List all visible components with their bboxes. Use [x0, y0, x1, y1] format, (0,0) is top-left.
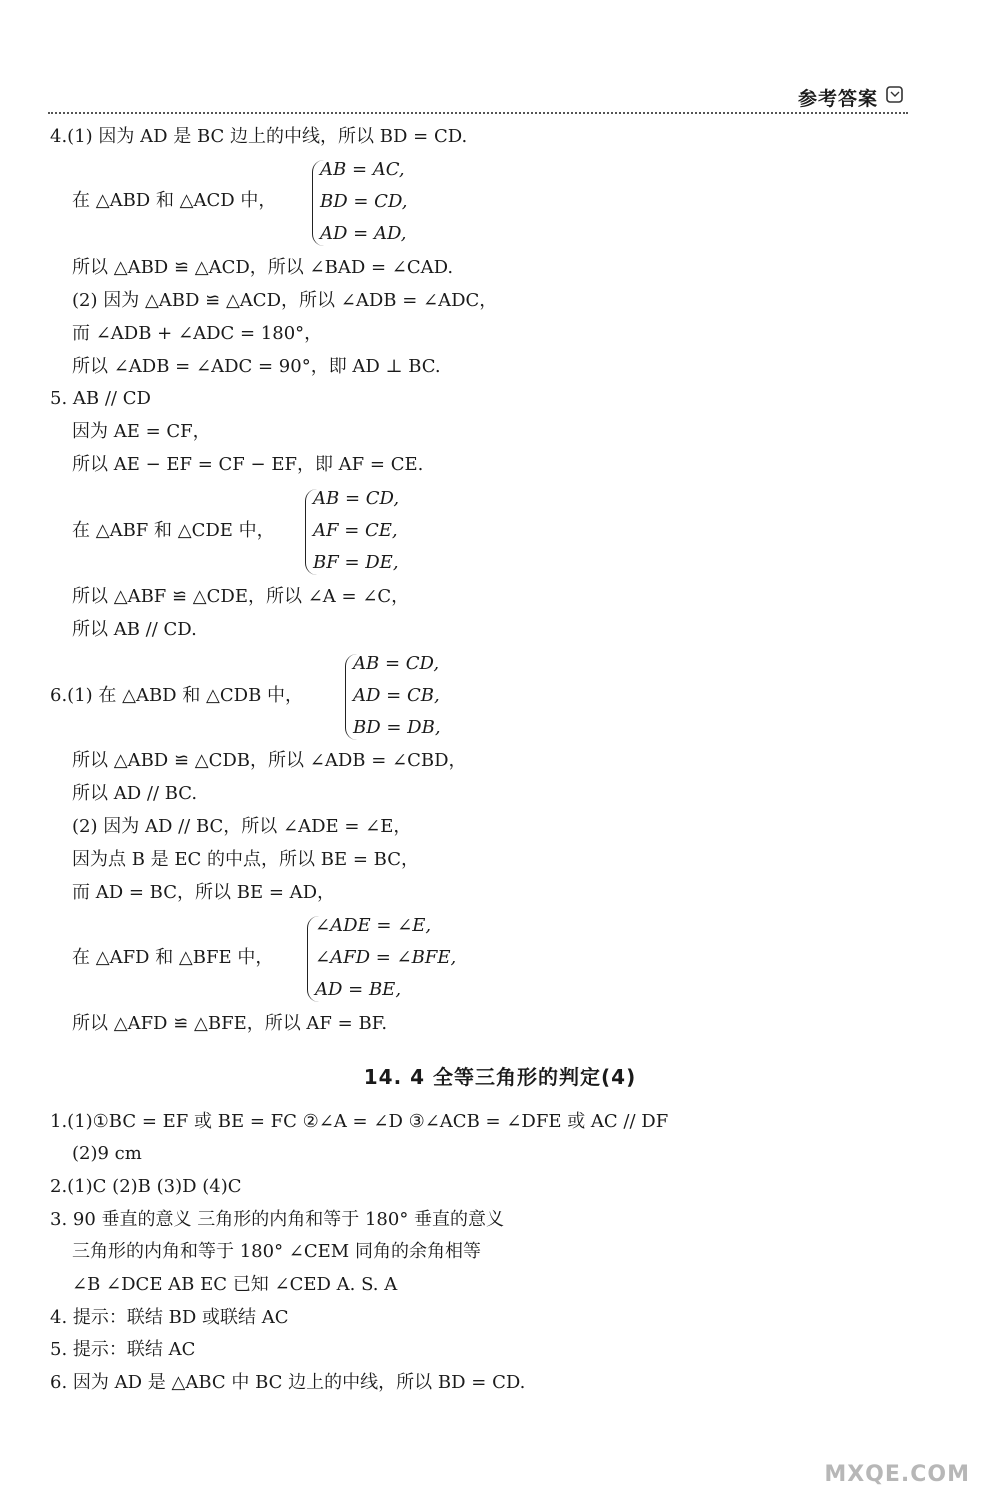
answer-line: 所以 △ABD ≌ △CDB，所以 ∠ADB = ∠CBD，: [72, 750, 467, 771]
answer-line: 所以 △ABD ≌ △ACD，所以 ∠BAD = ∠CAD.: [72, 257, 454, 278]
system-line: BD = DB,: [353, 717, 441, 738]
section-title: 14. 4 全等三角形的判定(4): [363, 1065, 637, 1089]
system-line: AB = CD,: [313, 488, 400, 509]
header-title: 参考答案: [797, 88, 878, 110]
answer-line: 在 △AFD 和 △BFE 中，: [72, 947, 274, 968]
answer-line: 在 △ABD 和 △ACD 中，: [72, 190, 277, 211]
answer-line: 所以 AE − EF = CF − EF，即 AF = CE.: [72, 454, 424, 475]
answer-line: 所以 △ABF ≌ △CDE，所以 ∠A = ∠C，: [72, 586, 410, 607]
answer-line: 因为点 B 是 EC 的中点，所以 BE = BC，: [72, 849, 419, 870]
answer-line: (2)9 cm: [72, 1143, 142, 1164]
answer-line: 所以 ∠ADB = ∠ADC = 90°，即 AD ⊥ BC.: [72, 356, 441, 377]
answer-line: 2.(1)C (2)B (3)D (4)C: [50, 1176, 242, 1197]
answer-line: 三角形的内角和等于 180° ∠CEM 同角的余角相等: [72, 1241, 481, 1262]
answer-line: (2) 因为 △ABD ≌ △ACD，所以 ∠ADB = ∠ADC，: [72, 290, 498, 311]
system-line: ∠AFD = ∠BFE,: [315, 947, 457, 968]
answer-line: 1.(1)①BC = EF 或 BE = FC ②∠A = ∠D ③∠ACB = ∠DFE 或 AC // DF: [50, 1111, 669, 1132]
watermark-text: MXQE.COM: [824, 1462, 970, 1487]
answer-line: 所以 AD // BC.: [72, 783, 198, 804]
answer-line: 5. 提示：联结 AC: [50, 1339, 196, 1360]
system-line: ∠ADE = ∠E,: [315, 915, 432, 936]
bookmark-icon: [886, 86, 904, 104]
answer-line: 5. AB // CD: [50, 388, 151, 409]
system-line: AD = CB,: [353, 685, 440, 706]
answer-line: 在 △ABF 和 △CDE 中，: [72, 520, 275, 541]
system-line: BF = DE,: [313, 552, 399, 573]
system-line: AB = CD,: [353, 653, 440, 674]
answer-line: 3. 90 垂直的意义 三角形的内角和等于 180° 垂直的意义: [50, 1209, 505, 1230]
answer-line: ∠B ∠DCE AB EC 已知 ∠CED A. S. A: [72, 1274, 398, 1295]
answer-line: 因为 AE = CF，: [72, 421, 211, 442]
answer-line: 而 ∠ADB + ∠ADC = 180°，: [72, 323, 323, 344]
answer-line: 4. 提示：联结 BD 或联结 AC: [50, 1307, 289, 1328]
answer-line: 6. 因为 AD 是 △ABC 中 BC 边上的中线，所以 BD = CD.: [50, 1372, 526, 1393]
system-line: AF = CE,: [313, 520, 398, 541]
header-dotted-rule: [48, 112, 908, 114]
answer-line: 4.(1) 因为 AD 是 BC 边上的中线，所以 BD = CD.: [50, 126, 468, 147]
answer-line: 所以 AB // CD.: [72, 619, 197, 640]
page-header: [48, 84, 908, 118]
answer-line: 所以 △AFD ≌ △BFE，所以 AF = BF.: [72, 1013, 388, 1034]
system-line: AB = AC,: [320, 159, 405, 180]
system-line: AD = BE,: [315, 979, 402, 1000]
answer-line: 6.(1) 在 △ABD 和 △CDB 中，: [50, 685, 304, 706]
answer-line: (2) 因为 AD // BC，所以 ∠ADE = ∠E，: [72, 816, 412, 837]
system-line: AD = AD,: [320, 223, 407, 244]
system-line: BD = CD,: [320, 191, 408, 212]
answer-line: 而 AD = BC，所以 BE = AD，: [72, 882, 336, 903]
